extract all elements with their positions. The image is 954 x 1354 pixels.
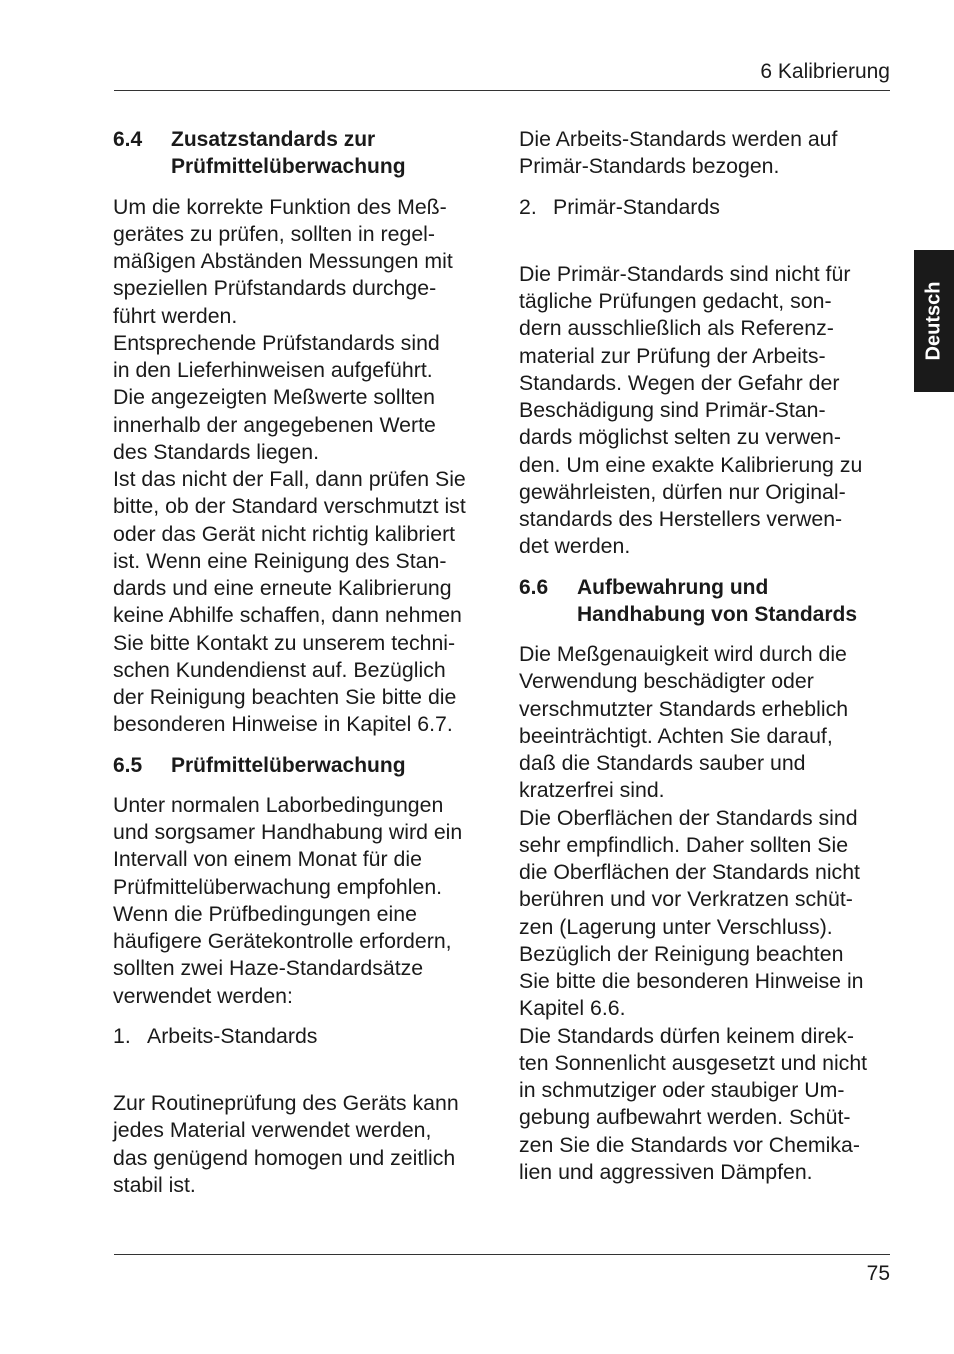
section-heading-6-6 xyxy=(519,574,891,629)
section-6-6-paragraph: Die Meßgenauigkeit wird durch die Verwendung beschädigter oder verschmutzter Standards erheblich beeinträchtigt. Achten Sie darauf, daß die Standards sauber und kratzerfrei sind. Die Oberflächen der Standards sind sehr empfindlich. Daher sollten Sie die Oberflächen der Standards nicht berühren und vor Verkratzen schüt- zen (Lagerung unter Verschluss). Bezüglich der Reinigung beachten Sie bitte die besonderen Hinweise in Kapitel 6.6. Die Standards dürfen keinem direk- ten Sonnenlicht ausgesetzt und nicht in schmutziger oder staubiger Um- gebung aufbewahrt werden. Schüt- zen Sie die Standards vor Chemika- lien und aggressiven Dämpfen. xyxy=(519,642,868,1184)
list-item-number: 1. xyxy=(113,1023,131,1048)
section-heading-6-4 xyxy=(113,126,493,181)
section-number: 6.4 xyxy=(113,128,143,151)
list-item-primaer-standards xyxy=(519,194,891,221)
section-number: 6.6 xyxy=(519,575,549,599)
left-column xyxy=(113,126,493,1212)
list-item-arbeits-standards xyxy=(113,1023,493,1050)
header-rule xyxy=(114,90,890,91)
language-tab xyxy=(914,250,954,392)
section-6-4-paragraph: Um die korrekte Funktion des Meß- gerätes zu prüfen, sollten in regel- mäßigen Abständen Messungen mit speziellen Prüfstandards durchge- führt werden. Entsprechende Prüfstandards sind in den Lieferhinweisen aufgeführt. Die angezeigten Meßwerte sollten innerhalb der angegebenen Werte des Standards liegen. Ist das nicht der Fall, dann prüfen Sie bitte, ob der Standard verschmutzt ist oder das Gerät nicht richtig kalibriert ist. Wenn eine Reinigung des Stan- dards und eine erneute Kalibrierung keine Abhilfe schaffen, dann nehmen Sie bitte Kontakt zu unserem techni- schen Kundendienst auf. Bezüglich der Reinigung beachten Sie bitte die besonderen Hinweise in Kapitel 6.7. xyxy=(113,194,466,737)
section-heading-6-5 xyxy=(113,752,493,779)
right-column xyxy=(519,126,891,1199)
section-6-5-paragraph: Unter normalen Laborbedingungen und sorgsamer Handhabung wird ein Intervall von einem Monat für die Prüfmittelüberwachung empfohlen. Wenn die Prüfbedingungen eine häufigere Gerätekontrolle erfordern, sollten zwei Haze-Standardsätze verwendet werden: xyxy=(113,792,463,1008)
section-title: Prüfmittelüberwachung xyxy=(171,753,406,777)
arbeits-standards-continued: Die Arbeits-Standards werden auf Primär-Standards bezogen. xyxy=(519,127,838,179)
language-tab-label: Deutsch xyxy=(922,281,945,361)
section-number: 6.5 xyxy=(113,753,143,777)
section-title: Zusatzstandards zur Prüfmittelüberwachung xyxy=(171,128,406,179)
arbeits-standards-paragraph: Zur Routineprüfung des Geräts kann jedes Material verwendet werden, das genügend homogen und zeitlich stabil ist. xyxy=(113,1091,459,1197)
primaer-standards-paragraph: Die Primär-Standards sind nicht für tägliche Prüfungen gedacht, son- dern ausschließlich als Referenz- material zur Prüfung der Arbeits- Standards. Wegen der Gefahr der Beschädigung sind Primär-Stan- dards möglichst selten zu verwen- den. Um eine exakte Kalibrierung zu gewährleisten, dürfen nur Original- standards des Herstellers verwen- det werden. xyxy=(519,261,863,559)
list-item-label: Arbeits-Standards xyxy=(147,1023,318,1048)
page-number: 75 xyxy=(866,1262,890,1285)
section-title: Aufbewahrung und Handhabung von Standards xyxy=(577,575,858,626)
footer-rule xyxy=(114,1254,890,1255)
list-item-number: 2. xyxy=(519,194,537,219)
running-header-chapter: 6 Kalibrierung xyxy=(760,60,890,83)
list-item-label: Primär-Standards xyxy=(553,194,720,219)
